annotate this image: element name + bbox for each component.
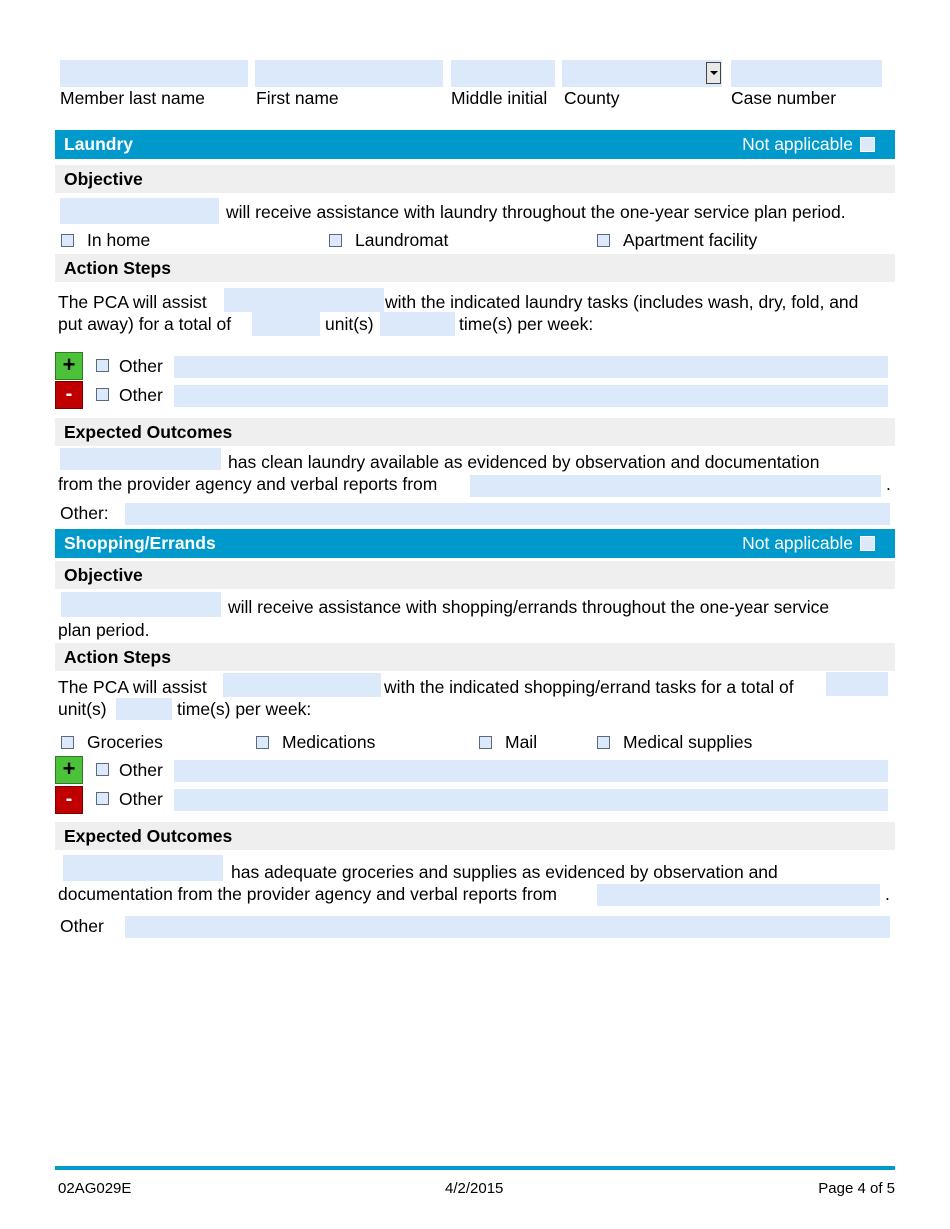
shopping-medical-supplies-checkbox[interactable]: [597, 736, 610, 749]
shopping-objective-member-input[interactable]: [61, 592, 221, 617]
laundry-other-label-2: Other: [119, 385, 163, 405]
footer-divider: [55, 1166, 895, 1170]
laundry-outcome-member-input[interactable]: [60, 448, 221, 470]
laundry-action-text-1: The PCA will assist: [58, 292, 207, 312]
laundry-units-label: unit(s): [325, 314, 374, 334]
laundry-action-text-3: put away) for a total of: [58, 314, 232, 334]
shopping-pca-assist-input[interactable]: [223, 673, 381, 697]
case-number-label: Case number: [731, 88, 837, 108]
shopping-times-input[interactable]: [116, 698, 172, 720]
laundry-other-input-2[interactable]: [174, 385, 888, 407]
laundry-outcome-text-2: from the provider agency and verbal reports from: [58, 474, 438, 494]
laundry-action-steps-heading-text: Action Steps: [64, 258, 171, 278]
case-number-input[interactable]: [731, 60, 882, 87]
footer-page-number: Page 4 of 5: [818, 1180, 895, 1197]
shopping-section-bar: [55, 529, 895, 558]
shopping-objective-text-1: will receive assistance with shopping/errands throughout the one-year service: [228, 597, 830, 617]
shopping-not-applicable-checkbox[interactable]: [860, 536, 875, 551]
shopping-action-text-2: with the indicated shopping/errand tasks for a total of: [384, 677, 794, 697]
shopping-groceries-label: Groceries: [87, 732, 163, 752]
laundry-action-steps-heading: [55, 254, 895, 282]
laundry-objective-heading-text: Objective: [64, 169, 143, 189]
shopping-medications-checkbox[interactable]: [256, 736, 269, 749]
first-name-input[interactable]: [255, 60, 443, 87]
member-last-name-label: Member last name: [60, 88, 205, 108]
shopping-action-steps-heading: [55, 643, 895, 671]
shopping-other-input-2[interactable]: [174, 789, 888, 811]
footer-form-id: 02AG029E: [58, 1180, 132, 1197]
laundry-times-label: time(s) per week:: [459, 314, 594, 334]
shopping-medications-label: Medications: [282, 732, 376, 752]
laundry-not-applicable-label: Not applicable: [742, 134, 853, 154]
county-dropdown-icon[interactable]: [706, 62, 721, 84]
laundry-verbal-reports-input[interactable]: [470, 475, 881, 497]
laundry-objective-member-input[interactable]: [60, 198, 219, 224]
laundry-objective-heading: [55, 165, 895, 193]
laundry-objective-text: will receive assistance with laundry throughout the one-year service plan period.: [226, 202, 846, 222]
middle-initial-input[interactable]: [451, 60, 555, 87]
shopping-times-label: time(s) per week:: [177, 699, 312, 719]
shopping-objective-heading: [55, 561, 895, 589]
shopping-units-input[interactable]: [826, 672, 888, 696]
laundry-other-outcome-input[interactable]: [125, 503, 890, 525]
laundry-laundromat-checkbox[interactable]: [329, 234, 342, 247]
county-select[interactable]: [562, 60, 722, 87]
laundry-other-outcome-label: Other:: [60, 503, 109, 523]
shopping-other-input-1[interactable]: [174, 760, 888, 782]
laundry-other-checkbox-2[interactable]: [96, 388, 109, 401]
shopping-outcome-period: .: [885, 884, 890, 904]
county-label: County: [564, 88, 620, 108]
shopping-mail-label: Mail: [505, 732, 538, 752]
shopping-not-applicable-label: Not applicable: [742, 533, 853, 553]
shopping-other-outcome-label: Other: [60, 916, 104, 936]
laundry-laundromat-label: Laundromat: [355, 230, 449, 250]
shopping-title: Shopping/Errands: [64, 533, 216, 553]
laundry-not-applicable-checkbox[interactable]: [860, 137, 875, 152]
laundry-title: Laundry: [64, 134, 134, 154]
laundry-outcome-text-1: has clean laundry available as evidenced by observation and documentation: [228, 452, 820, 472]
laundry-add-row-button[interactable]: +: [55, 352, 83, 380]
laundry-expected-outcomes-heading-text: Expected Outcomes: [64, 422, 233, 442]
middle-initial-label: Middle initial: [451, 88, 548, 108]
shopping-outcome-text-2: documentation from the provider agency and verbal reports from: [58, 884, 558, 904]
shopping-groceries-checkbox[interactable]: [61, 736, 74, 749]
laundry-action-text-2: with the indicated laundry tasks (includes wash, dry, fold, and: [385, 292, 859, 312]
shopping-units-label: unit(s): [58, 699, 107, 719]
shopping-outcome-text-1: has adequate groceries and supplies as evidenced by observation and: [231, 862, 778, 882]
laundry-outcome-period: .: [886, 474, 891, 494]
shopping-other-outcome-input[interactable]: [125, 916, 890, 938]
footer-date: 4/2/2015: [445, 1180, 504, 1197]
shopping-add-row-button[interactable]: +: [55, 756, 83, 784]
shopping-objective-text-2: plan period.: [58, 620, 150, 640]
shopping-action-text-1: The PCA will assist: [58, 677, 207, 697]
laundry-expected-outcomes-heading: [55, 418, 895, 446]
shopping-other-label-2: Other: [119, 789, 163, 809]
laundry-in-home-label: In home: [87, 230, 151, 250]
shopping-mail-checkbox[interactable]: [479, 736, 492, 749]
shopping-other-label-1: Other: [119, 760, 163, 780]
laundry-in-home-checkbox[interactable]: [61, 234, 74, 247]
shopping-other-checkbox-1[interactable]: [96, 763, 109, 776]
shopping-expected-outcomes-heading-text: Expected Outcomes: [64, 826, 233, 846]
shopping-other-checkbox-2[interactable]: [96, 792, 109, 805]
shopping-objective-heading-text: Objective: [64, 565, 143, 585]
laundry-remove-row-button[interactable]: -: [55, 381, 83, 409]
laundry-section-bar: [55, 130, 895, 159]
shopping-verbal-reports-input[interactable]: [597, 884, 880, 906]
laundry-apartment-facility-label: Apartment facility: [623, 230, 758, 250]
laundry-other-label-1: Other: [119, 356, 163, 376]
shopping-medical-supplies-label: Medical supplies: [623, 732, 753, 752]
shopping-expected-outcomes-heading: [55, 822, 895, 850]
shopping-action-steps-heading-text: Action Steps: [64, 647, 171, 667]
laundry-other-input-1[interactable]: [174, 356, 888, 378]
member-last-name-input[interactable]: [60, 60, 248, 87]
laundry-pca-assist-input[interactable]: [224, 288, 384, 312]
laundry-apartment-facility-checkbox[interactable]: [597, 234, 610, 247]
shopping-remove-row-button[interactable]: -: [55, 786, 83, 814]
laundry-times-input[interactable]: [380, 312, 455, 336]
first-name-label: First name: [256, 88, 339, 108]
laundry-units-input[interactable]: [252, 312, 320, 336]
shopping-outcome-member-input[interactable]: [63, 855, 223, 881]
laundry-other-checkbox-1[interactable]: [96, 359, 109, 372]
